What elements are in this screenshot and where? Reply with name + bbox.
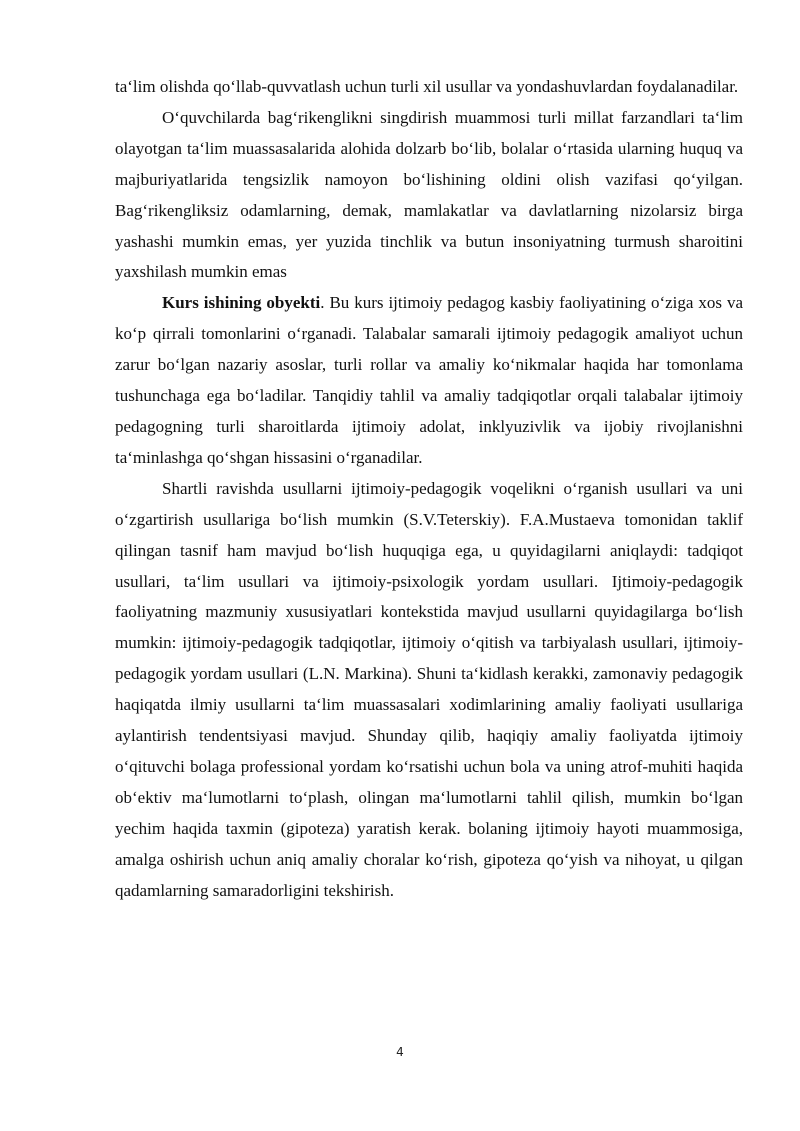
page-number: 4: [396, 1045, 404, 1059]
paragraph-continuation: ta‘lim olishda qo‘llab-quvvatlash uchun turli xil usullar va yondashuvlardan foydalanadilar.: [115, 77, 739, 96]
paragraph-tolerance: O‘quvchilarda bag‘rikenglikni singdirish muammosi turli millat farzandlari ta‘lim olayotgan ta‘lim muassasalarida alohida dolzarb bo‘lib, bolalar o‘rtasida ularning huquq va majburiyatlarida tengsizlik namoyon bo‘lishining oldini olish vazifasi qo‘yilgan. Bag‘rikengliksiz odamlarning, demak, mamlakatlar va davlatlarning nizolarsiz birga yashashi mumkin emas, yer yuzida tinchlik va butun insoniyatning turmush sharoitini yaxshilash mumkin emas: [115, 107, 743, 282]
paragraph-methods: Shartli ravishda usullarni ijtimoiy-pedagogik voqelikni o‘rganish usullari va uni o‘zgartirish usullariga bo‘lish mumkin (S.V.Teterskiy). F.A.Mustaeva tomonidan taklif qilingan tasnif ham mavjud bo‘lish huquqiga ega, u quyidagilarni aniqlaydi: tadqiqot usullari, ta‘lim usullari va ijtimoiy-psixologik yordam usullari. Ijtimoiy-pedagogik faoliyatning mazmuniy xususiyatlari kontekstida mavjud usullarni quyidagilarga bo‘lish mumkin: ijtimoiy-pedagogik tadqiqotlar, ijtimoiy o‘qitish va tarbiyalash usullari, ijtimoiy-pedagogik yordam usullari (L.N. Markina). Shuni ta‘kidlash kerakki, zamonaviy pedagogik haqiqatda ilmiy usullarni ta‘lim muassasalari xodimlarining amaliy faoliyati usullariga aylantirish tendentsiyasi mavjud. Shunday qilib, haqiqiy amaliy faoliyatda ijtimoiy o‘qituvchi bolaga professional yordam ko‘rsatishi uchun bola va uning atrof-muhiti haqida ob‘ektiv ma‘lumotlarni to‘plash, olingan ma‘lumotlarni tahlil qilish, mumkin bo‘lgan yechim haqida taxmin (gipoteza) yaratish kerak. bolaning ijtimoiy hayoti muammosiga, amalga oshirish uchun aniq amaliy choralar ko‘rish, gipoteza qo‘yish va nihoyat, u qilgan qadamlarning samaradorligini tekshirish.: [115, 478, 743, 900]
course-object-heading: Kurs ishining obyekti: [162, 293, 321, 313]
document-body: [115, 72, 743, 906]
course-object-text: . Bu kurs ijtimoiy pedagog kasbiy faoliyatining o‘ziga xos va ko‘p qirrali tomonlarini o‘rganadi. Talabalar samarali ijtimoiy pedagogik amaliyot uchun zarur bo‘lgan nazariy asoslar, turli rollar va amaliy ko‘nikmalar haqida har tomonlama tushunchaga ega bo‘ladilar. Tanqidiy tahlil va amaliy tadqiqotlar orqali talabalar ijtimoiy pedagogning turli sharoitlarda ijtimoiy adolat, inklyuzivlik va ijobiy rivojlanishni ta‘minlashga qo‘shgan hissasini o‘rganadilar.: [115, 293, 743, 467]
paragraph-course-object: [115, 288, 743, 473]
